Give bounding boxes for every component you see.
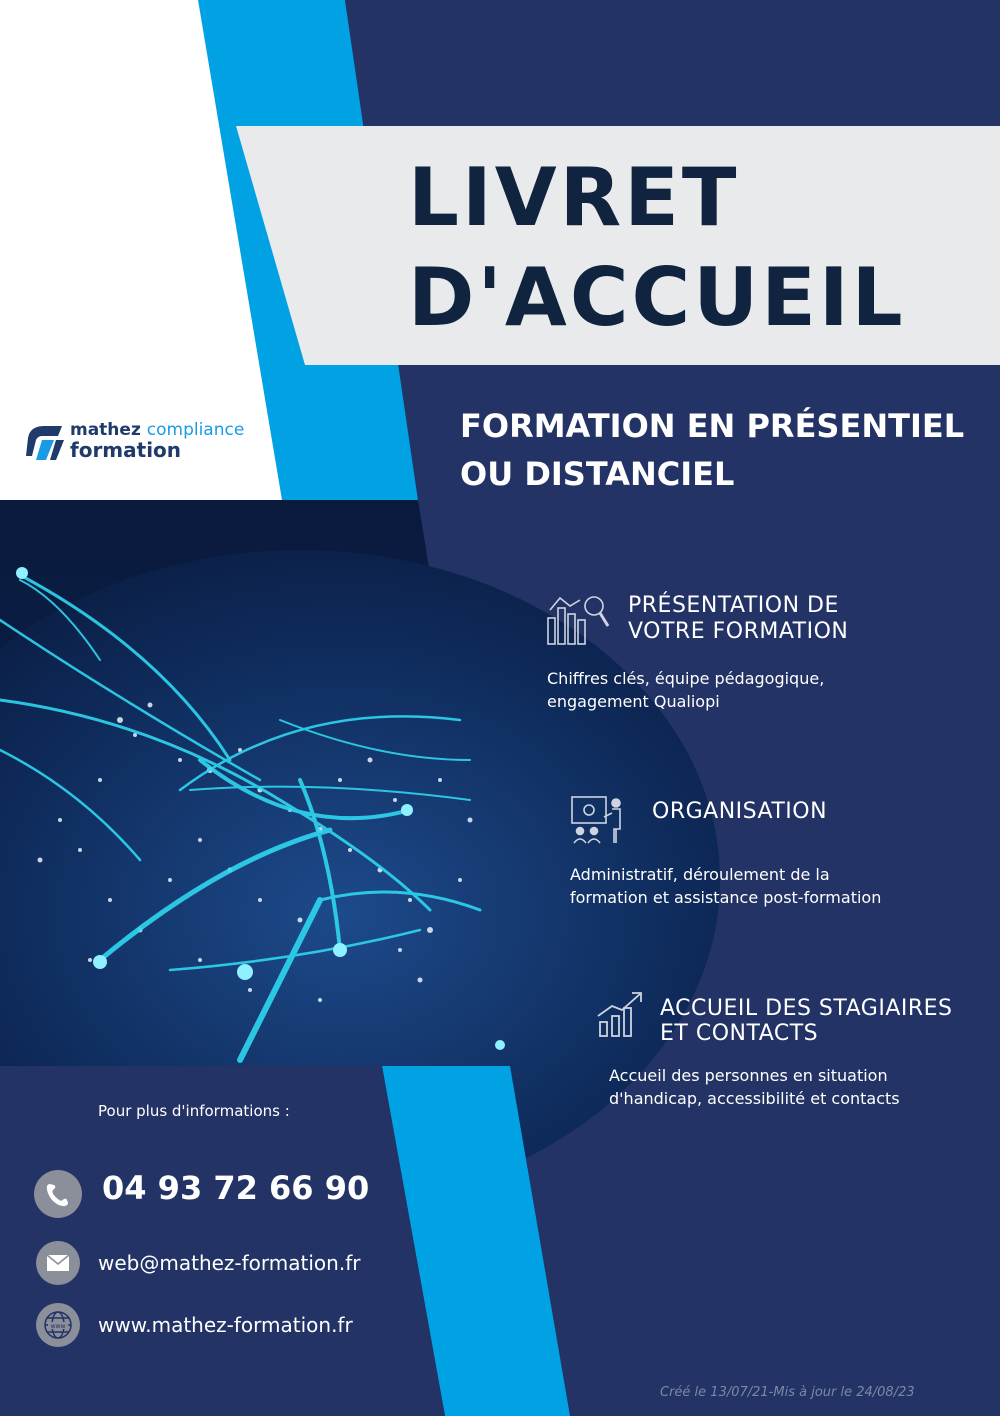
section-3-title-line-2: ET CONTACTS [660, 1021, 819, 1046]
chart-magnifier-icon [546, 590, 612, 646]
section-1-desc-line-1: Chiffres clés, équipe pédagogique, [547, 669, 825, 688]
globe-icon[interactable] [36, 1303, 80, 1347]
title-line-1: LIVRET [408, 151, 740, 244]
logo-accent: compliance [146, 420, 245, 440]
logo-brand: mathez [70, 420, 141, 440]
phone-number[interactable]: 04 93 72 66 90 [102, 1169, 370, 1207]
section-1-desc-line-2: engagement Qualiopi [547, 692, 720, 711]
logo-brand-line [70, 422, 244, 439]
section-2-desc-line-2: formation et assistance post-formation [570, 888, 882, 907]
logo-sub: formation [70, 438, 182, 462]
presentation-board-icon [570, 795, 624, 845]
phone-icon[interactable] [34, 1170, 82, 1218]
contact-label: Pour plus d'informations : [98, 1102, 290, 1120]
section-2-desc-line-1: Administratif, déroulement de la [570, 865, 830, 884]
subtitle-line-1: FORMATION EN PRÉSENTIEL [460, 407, 965, 445]
section-3-desc-line-1: Accueil des personnes en situation [609, 1066, 888, 1085]
subtitle-line-2: OU DISTANCIEL [460, 455, 735, 493]
footer-note: Créé le 13/07/21-Mis à jour le 24/08/23 [660, 1385, 915, 1400]
section-1-title-line-2: VOTRE FORMATION [628, 619, 849, 644]
website-url[interactable]: www.mathez-formation.fr [98, 1313, 353, 1337]
envelope-icon[interactable] [36, 1241, 80, 1285]
section-3-title-line-1: ACCUEIL DES STAGIAIRES [660, 996, 953, 1021]
title-line-2: D'ACCUEIL [408, 251, 906, 344]
section-2-title: ORGANISATION [652, 799, 828, 824]
email-address[interactable]: web@mathez-formation.fr [98, 1251, 361, 1275]
mathez-logo-icon [24, 420, 66, 462]
section-1-title-line-1: PRÉSENTATION DE [628, 593, 839, 618]
growth-chart-icon [596, 988, 648, 1040]
section-3-desc-line-2: d'handicap, accessibilité et contacts [609, 1089, 900, 1108]
svg-text:www: www [50, 1323, 66, 1330]
